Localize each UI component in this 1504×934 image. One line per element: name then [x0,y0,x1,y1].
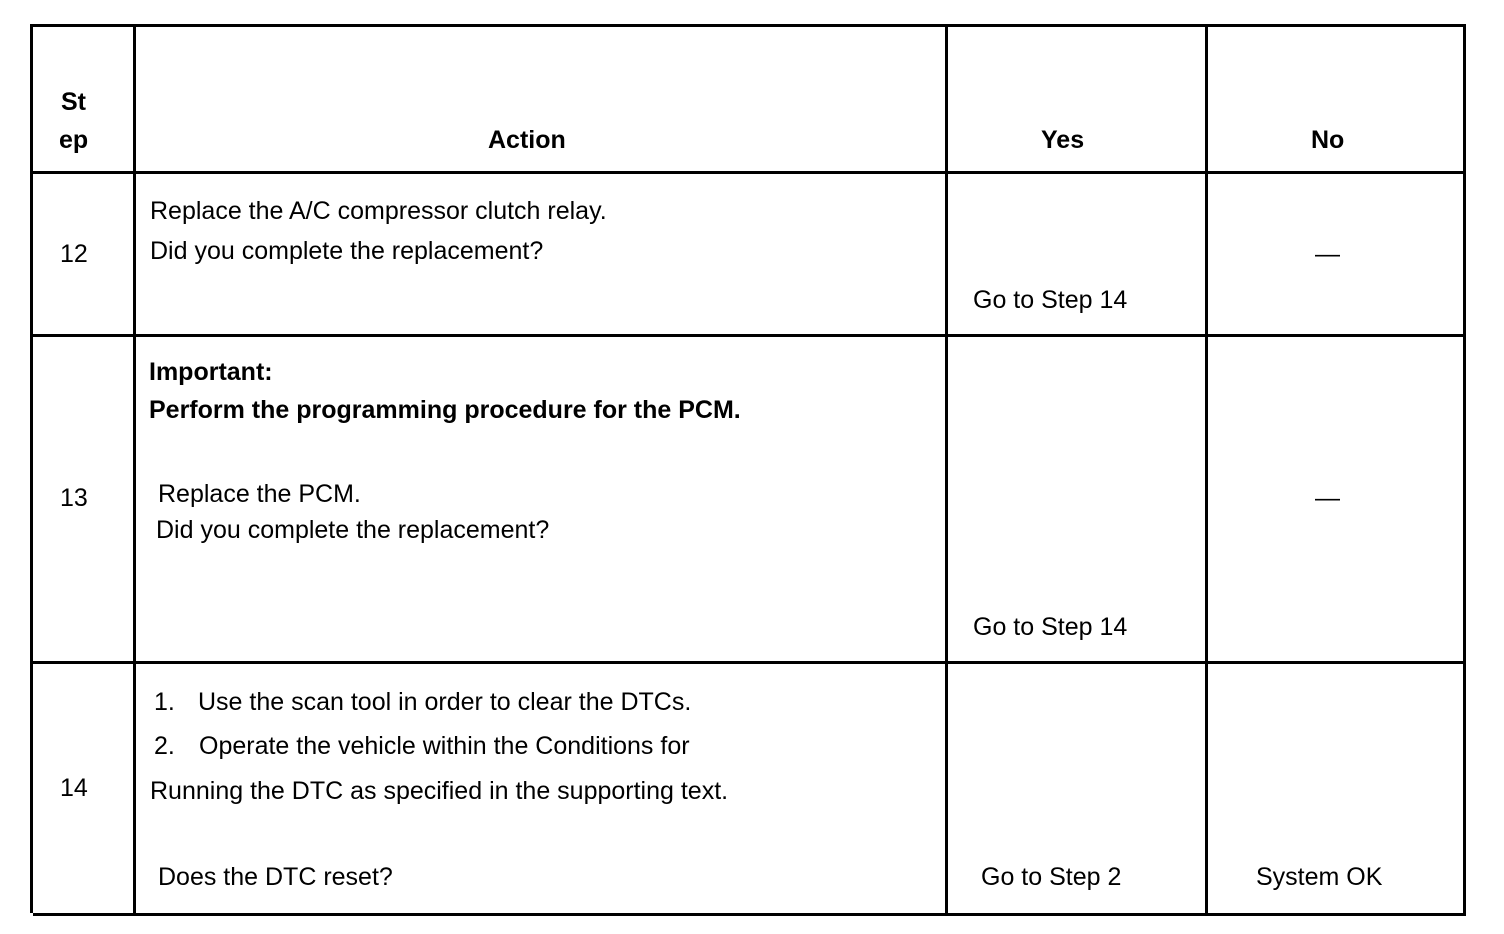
row-13-action-line2: Did you complete the replacement? [156,516,550,544]
header-step-line2: ep [59,126,89,154]
row-13-no: — [1315,484,1340,512]
row-14-no: System OK [1256,863,1383,891]
header-yes-cell [945,27,1208,174]
row-13-yes: Go to Step 14 [973,613,1128,641]
row-14-no-cell [1205,661,1466,916]
row-13-important-label: Important: [149,358,273,386]
row-12-action-cell [133,171,948,337]
row-12-yes-cell [945,171,1208,337]
header-yes: Yes [1041,126,1085,154]
row-12-action-line1: Replace the A/C compressor clutch relay. [150,197,607,225]
row-13-action-line1: Replace the PCM. [158,480,361,508]
header-step-cell [33,27,136,174]
row-14-action-cell [133,661,948,916]
row-13-no-cell [1205,334,1466,664]
row-13-action-cell [133,334,948,664]
row-14-yes-cell [945,661,1208,916]
row-14-list-num-2: 2. [154,732,175,760]
row-12-step-cell [33,171,136,337]
row-13-yes-cell [945,334,1208,664]
row-12-action-line2: Did you complete the replacement? [150,237,544,265]
header-no: No [1311,126,1345,154]
row-14-list-text-1: Use the scan tool in order to clear the DTCs. [198,688,692,716]
header-no-cell [1205,27,1466,174]
header-step-line1: St [61,88,86,116]
row-12-yes: Go to Step 14 [973,286,1128,314]
row-13-step: 13 [60,484,88,512]
row-12-no: — [1315,240,1340,268]
row-14-list-num-1: 1. [154,688,175,716]
row-14-question: Does the DTC reset? [158,863,393,891]
row-14-yes: Go to Step 2 [981,863,1122,891]
row-12-no-cell [1205,171,1466,337]
row-14-step-cell [33,661,136,916]
diagnostic-table [30,24,1466,913]
header-action-cell [133,27,948,174]
row-13-important-text: Perform the programming procedure for the PCM. [149,396,741,424]
row-14-list-text-2: Operate the vehicle within the Conditions for [199,732,690,760]
row-14-continuation: Running the DTC as specified in the supporting text. [150,777,729,805]
row-13-step-cell [33,334,136,664]
row-14-step: 14 [60,774,88,802]
row-12-step: 12 [60,240,88,268]
header-action: Action [488,126,566,154]
